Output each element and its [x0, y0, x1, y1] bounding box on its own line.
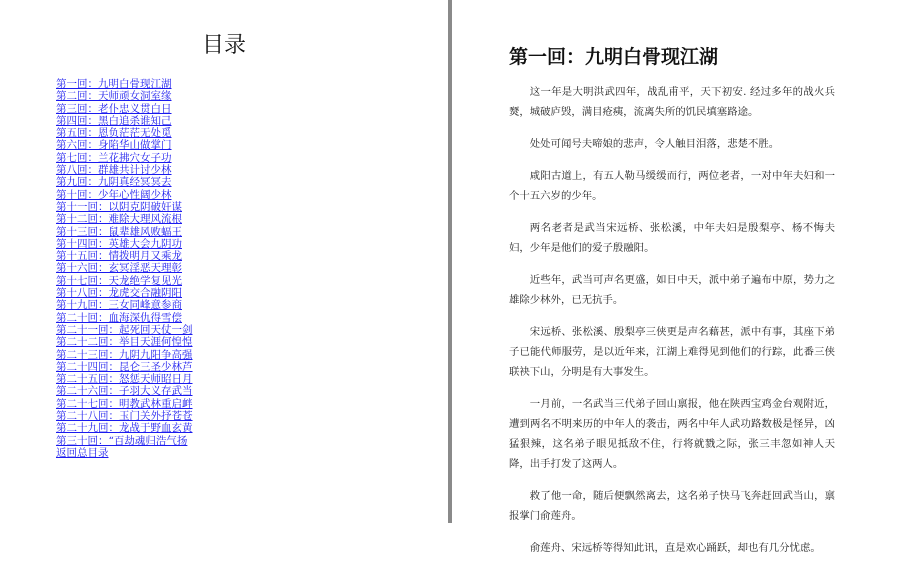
toc-chapter-link[interactable]: 第二十六回：子羽大义存武当	[56, 385, 193, 398]
toc-chapter-link[interactable]: 第二十七回：明教武林重启衅	[56, 397, 193, 410]
toc-item	[56, 322, 193, 334]
toc-pane	[0, 0, 448, 523]
chapter-pane	[452, 0, 900, 554]
toc-chapter-link[interactable]: 第十二回：难除大理风流根	[56, 213, 182, 226]
toc-item	[56, 285, 193, 300]
chapter-paragraph: 俞莲舟、宋远桥等得知此讯，直是欢心踊跃，却也有几分忧虑。	[529, 542, 821, 554]
toc-chapter-link[interactable]: 第十一回：以阴克阴破奸谋	[56, 200, 182, 213]
toc-item	[56, 433, 193, 445]
chapter-paragraph: 一月前，一名武当三代弟子回山禀报，他在陕西宝鸡金台观附近，遭到两名不明来历的中年人的袭击，两名中年人武功路数极是怪异，凶猛狠辣，这名弟子眼见抵敌不住，行将就戮之际，张三丰忽如神人天降，出手打发了这两人。	[509, 398, 835, 470]
toc-chapter-link[interactable]: 第十四回：英雄大会九阴功	[56, 237, 182, 250]
chapter-paragraph: 这一年是大明洪武四年，战乱甫平，天下初安. 经过多年的战火兵燹，城破庐毁，满目疮痍，流离失所的饥民填塞路途。	[509, 86, 835, 118]
chapter-paragraph: 处处可闻号夫啼娘的悲声，令人触目泪落，悲楚不胜。	[529, 138, 780, 150]
toc-item	[56, 408, 193, 423]
chapter-paragraph: 两名老者是武当宋远桥、张松溪，中年夫妇是殷梨亭、杨不悔夫妇，少年是他们的爱子殷融阳。	[509, 222, 835, 254]
toc-item	[56, 260, 193, 275]
toc-chapter-link[interactable]: 第一回：九明白骨现江湖	[56, 78, 172, 90]
chapter-title: 第一回：九明白骨现江湖	[509, 46, 719, 68]
toc-chapter-link[interactable]: 第二十八回：玉门关外抒苍苍	[56, 410, 193, 423]
toc-item	[56, 248, 193, 263]
toc-chapter-link[interactable]: 第三十回：“百劫魂归浩气扬	[56, 434, 188, 447]
toc-item	[56, 187, 193, 199]
toc-chapter-link[interactable]: 第十六回：玄冥淫恶天理彰	[56, 262, 182, 275]
toc-item	[56, 383, 193, 398]
toc-item	[56, 359, 193, 371]
toc-chapter-link[interactable]: 第二十二回：举目天涯何惶惶	[56, 336, 193, 349]
toc-item	[56, 420, 193, 435]
toc-chapter-link[interactable]: 第七回：兰花拂穴女子功	[56, 151, 172, 164]
toc-chapter-link[interactable]: 第六回：身陷华山做掌门	[56, 139, 172, 152]
toc-item	[56, 224, 193, 236]
toc-chapter-link[interactable]: 第五回：恩负茫茫无处觅	[56, 127, 172, 140]
chapter-paragraph: 近些年，武当可声名更盛，如日中天，派中弟子遍布中原，势力之雄除少林外，已无抗手。	[509, 274, 835, 306]
toc-item	[56, 88, 193, 103]
toc-item	[56, 334, 193, 349]
toc-item	[56, 137, 193, 152]
toc-item	[56, 297, 193, 312]
toc-chapter-link[interactable]: 第九回：九阴真经冥冥去	[56, 176, 172, 189]
toc-item	[56, 199, 193, 211]
toc-chapter-link[interactable]: 第二十三回：九阴九阳争高强	[56, 348, 193, 361]
toc-item	[56, 211, 193, 226]
chapter-paragraph: 宋远桥、张松溪、殷梨亭三侠更是声名藉甚，派中有事，其座下弟子已能代师服劳，是以近年来，江湖上难得见到他们的行踪，此番三侠联袂下山，分明是有大事发生。	[509, 326, 835, 378]
toc-item	[56, 371, 193, 386]
toc-chapter-link[interactable]: 第二十五回：怒惩天师昭日月	[56, 373, 193, 386]
toc-item	[56, 396, 193, 408]
toc-item	[56, 125, 193, 140]
toc-item	[56, 273, 193, 285]
toc-item	[56, 101, 193, 113]
toc-item	[56, 236, 193, 248]
toc-chapter-link[interactable]: 第二十回：血海深仇得雪偿	[56, 311, 182, 324]
chapter-paragraph: 救了他一命，随后便飘然离去，这名弟子快马飞奔赶回武当山，禀报掌门俞莲舟。	[509, 490, 835, 522]
toc-title: 目录	[201, 33, 246, 58]
toc-chapter-link[interactable]: 第十回：少年心性阔少林	[56, 188, 172, 201]
toc-chapter-link[interactable]: 第三回：老仆忠义贯白日	[56, 102, 172, 115]
toc-item	[56, 347, 193, 359]
toc-chapter-link[interactable]: 第八回：群雄共计讨少林	[56, 164, 172, 177]
toc-chapter-link[interactable]: 第二回：天师顽女洞室缘	[56, 90, 172, 103]
toc-chapter-link[interactable]: 第十九回：三女同峰意参商	[56, 299, 182, 312]
toc-chapter-link[interactable]: 第二十四回：昆仑三圣少林芦	[56, 360, 193, 373]
toc-item	[56, 150, 193, 162]
toc-chapter-link[interactable]: 第四回：黑白追杀谁知己	[56, 114, 172, 127]
toc-chapter-link[interactable]: 第二十九回：龙战于野血玄黄	[56, 422, 193, 435]
chapter-body	[509, 82, 835, 570]
toc-chapter-link[interactable]: 第十五回：情拨明月又乘龙	[56, 250, 182, 263]
toc-chapter-link[interactable]: 第十三回：鼠辈雄风败蝠王	[56, 225, 182, 238]
back-to-index-link[interactable]: 返回总目录	[56, 446, 109, 459]
toc-list	[56, 76, 193, 457]
toc-chapter-link[interactable]: 第十八回：龙虎交合融阴阳	[56, 287, 182, 300]
toc-item	[56, 162, 193, 177]
toc-item	[56, 76, 193, 88]
toc-item	[56, 113, 193, 125]
toc-chapter-link[interactable]: 第二十一回：起死回天仗一剑	[56, 323, 193, 336]
toc-item	[56, 174, 193, 189]
toc-item	[56, 310, 193, 322]
chapter-paragraph: 咸阳古道上，有五人勒马缓缓而行，两位老者，一对中年夫妇和一个十五六岁的少年。	[509, 170, 835, 202]
toc-chapter-link[interactable]: 第十七回：天龙绝学复见光	[56, 274, 182, 287]
